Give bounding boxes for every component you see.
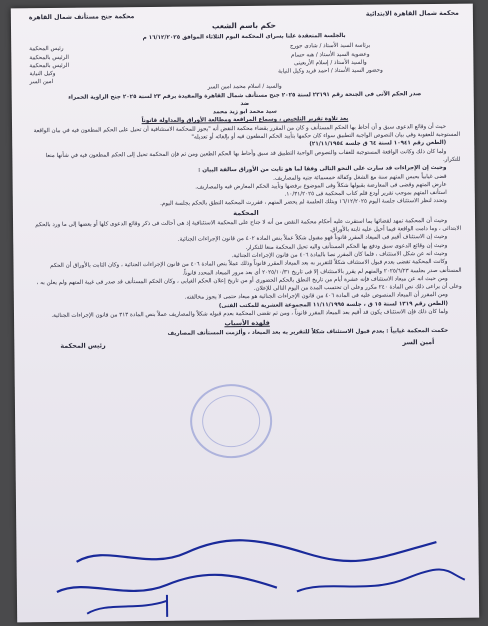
court-name-right: محكمة شمال القاهرة الابتدائية — [365, 9, 459, 18]
procedure-item: قضى غيابياً بحبس المتهم سنة مع الشغل وكفالة خمسمائة جنيه والمصاريف. — [273, 173, 447, 182]
facts-paragraph: ولما كان ذلك وكانت الواقعة المستوجبة للعقاب والنصوص الواجبة التطبيق قد سبق وأحاط بها الحكم الطعين ومن ثم فإن المحكمة تحيل إلى الحكم المطعون فيه في شأنها منعا للتكرار. — [45, 148, 461, 163]
reasons-title: فلهذه الأسباب — [224, 319, 270, 328]
court-composition — [29, 41, 459, 86]
role-prosecutor: وكيل النيابة — [29, 71, 56, 78]
signature-row — [32, 337, 462, 350]
reasoning-paragraph: ومن المقرر أن الميعاد المنصوص عليه فى المادة ٤٠٦ من قانون الإجراءات الجنائية هو ميعاد حتمى لا يجوز مخالفته. — [184, 292, 448, 302]
facts-paragraph: حيث أن وقائع الدعوى سبق و أن أحاط بها الحكم المستأنف و كان من المقرر بقضاء محكمة النقض أنه "يجوز للمحكمة الاستئنافية أن تحيل على الحكم المطعون فيه في بيان الواقعة المستوجبة للعقوبة وفي بيان النصوص الواجبة التطبيق سواء كان حكمها بتأييد الحكم المطعون فيه أو بإلغائه أو تعديله" — [33, 123, 461, 141]
reasoning-paragraph: وحيث أن المحكمة تمهد لقضائها بما استقرت عليه أحكام محكمة النقض من أنه لا جناح على المحكمة الاستئنافية إذ هى أحالت فى ذكر وقائع الدعوى كلها أو بعضها إلى ما ورد بالحكم الابتدائى ، وما دامت الواقعة فيما أحيل عليه ثابتة بالأوراق. — [35, 217, 462, 234]
reasoning-paragraph: وحيث إن وقائع الدعوى سبق ودفع بها الحكم المستأنف واليه تحيل المحكمة منعا للتكرار. — [245, 242, 448, 251]
session-line: بالجلسة المنعقدة علنا بسراى المحكمة اليوم الثلاثاء الموافق ١٦/١٢/٢٠٢٥ م — [142, 32, 346, 42]
verdict-text — [29, 10, 462, 350]
composition-names — [201, 41, 459, 84]
reasoning-paragraph: وحيث إن الاستئناف أقيم فى الميعاد المقرر قانوناً فهو مقبول شكلاً عملاً بنص المادة ٤٠٢ من قانون الإجراءات الجنائية. — [177, 234, 448, 244]
handwritten-annotation — [16, 528, 479, 623]
reasoning-paragraph: ومن حيث انه عن ميعاد الاستئناف فإنه عشرة أيام من تاريخ النطق بالحكم الحضورى أو من تاريخ إعلان الحكم الغيابى ، وكان الحكم المستأنف قد صدر فى غيبة المتهم ولم يعلن به ، وعلى أن يراعى ذلك نص المادة ٢٤٠ مكرر وعلى ان تحتسب المدة من اليوم التالى للإعلان. — [36, 275, 462, 293]
clerk-line: والسيد / اسلام محمد امين السر — [207, 83, 282, 91]
ruling-text: حكمت المحكمة غيابياً : بعدم قبول الاستئناف شكلاً للتقرير به بعد الميعاد ، وألزمت المستأنف المصاريف — [167, 328, 449, 338]
procedure-item: عارض المتهم وقضى فى المعارضة بقبولها شكلاً وفى الموضوع برفضها وتأييد الحكم المعارض فيه والمصاريف. — [195, 181, 447, 191]
intro-heading: بعد تلاوة تقرير التلخيص ، وسماع المرافعة ومطالعة الأوراق والمداولة قانوناً — [141, 116, 349, 125]
role-clerk: امين السر — [29, 79, 54, 86]
handwriting-stroke — [297, 569, 465, 591]
procedure-item: استأنف المتهم بموجب تقرير أودع قلم كتاب المحكمة فى ١٠/٣١/٢٠٢٥. — [284, 190, 447, 198]
role-judge-1: الرئيس بالمحكمة — [29, 54, 69, 61]
member-judge-1: وعضوية السيد الأستاذ / هبه حسام — [290, 51, 370, 59]
procedure-intro: وحيث إن الإجراءات قد سارت على النحو التالى وفقا لما هو ثابت من الأوراق سالفة البيان : — [198, 165, 447, 174]
handwriting-stroke — [87, 601, 167, 614]
court-stamp — [190, 384, 273, 459]
accused-label: ضد — [240, 100, 250, 107]
reasoning-paragraph: وكانت المحكمة تقضى بعدم قبول الاستئناف شكلاً للتقرير به بعد الميعاد المقرر قانوناً وذلك عملاً بنص المادة ٤٠٦ من قانون الإجراءات الجنائية ، وكان الثابت بالأوراق أن الحكم المستأنف صدر بجلسة ٢٠٢٥/٦/٢٣ والمتهم لم يقرر بالاستئناف إلا فى تاريخ ٢٠٢٥/١٠/٣١ أى بعد مرور الميعاد المحدد قانوناً. — [50, 259, 462, 277]
clerk-signature-label: أمين السر — [402, 337, 435, 346]
member-judge-2: والسيد الأستاذ / إسلام الأربعينى — [294, 59, 367, 67]
role-president: رئيس المحكمة — [29, 46, 64, 53]
reasoning-paragraph: وحيث انه عن شكل الاستئناف ، فلما كان المقرر نصا بالمادة ٤٠٦ من قانون الإجراءات الجنائية. — [231, 250, 448, 260]
accused-name: سيد محمد ابو زيد محمد — [212, 108, 277, 116]
handwriting-stroke — [57, 574, 277, 592]
role-judge-2: الرئيس بالمحكمة — [29, 62, 70, 70]
composition-roles — [29, 44, 201, 86]
reasoning-paragraph: ولما كان ذلك فإن الاستئناف يكون قد أقيم بعد الميعاد المقرر قانوناً ، ومن ثم تقضى المحكمة بعدم قبوله شكلاً والمصاريف عملاً بنص المادة ٣١٣ من قانون الإجراءات الجنائية. — [51, 308, 449, 320]
citation: (الطعن رقم ١٣١٩ لسنة ١٥ ق ، جلسة ١١/١١/١٩٩٥ المجموعة العشرية للمكتب الفنى) — [218, 300, 448, 309]
presiding-judge: برئاسة السيد الأستاذ / شادى جورج — [289, 42, 371, 50]
verdict-title: حكم باسم الشعب — [211, 20, 277, 31]
president-signature-label: رئيس المحكمة — [60, 341, 106, 350]
procedure-item: وتحدد لنظر الاستئناف جلسة اليوم ١٦/١٢/٢٠٢٥ وبتلك الجلسة لم يحضر المتهم ، فقررت المحكمة النطق بالحكم بجلسة اليوم. — [160, 198, 447, 208]
court-name-left: محكمة جنح مستأنف شمال القاهرة — [28, 13, 135, 22]
prosecutor: وحضور السيد الأستاذ / احمد فريد وكيل النيابة — [278, 67, 383, 75]
case-intro: صدر الحكم الآتى فى الجنحة رقم ٢٢١٩١ لسنة ٢٠٢٥ جنح مستأنف شمال القاهرة والمقيدة برقم ٢٣ لسنة ٢٠٢٥ جنح الزاوية الحمراء — [68, 90, 422, 101]
citation: (الطعن رقم ١٠٩٤١ لسنة ٦٤ ق جلسة ٢١/١١/١٩٥٤) — [309, 140, 447, 148]
court-section-title: المحكمة — [233, 208, 259, 217]
handwriting-stroke — [76, 538, 436, 564]
document-page — [11, 4, 479, 623]
